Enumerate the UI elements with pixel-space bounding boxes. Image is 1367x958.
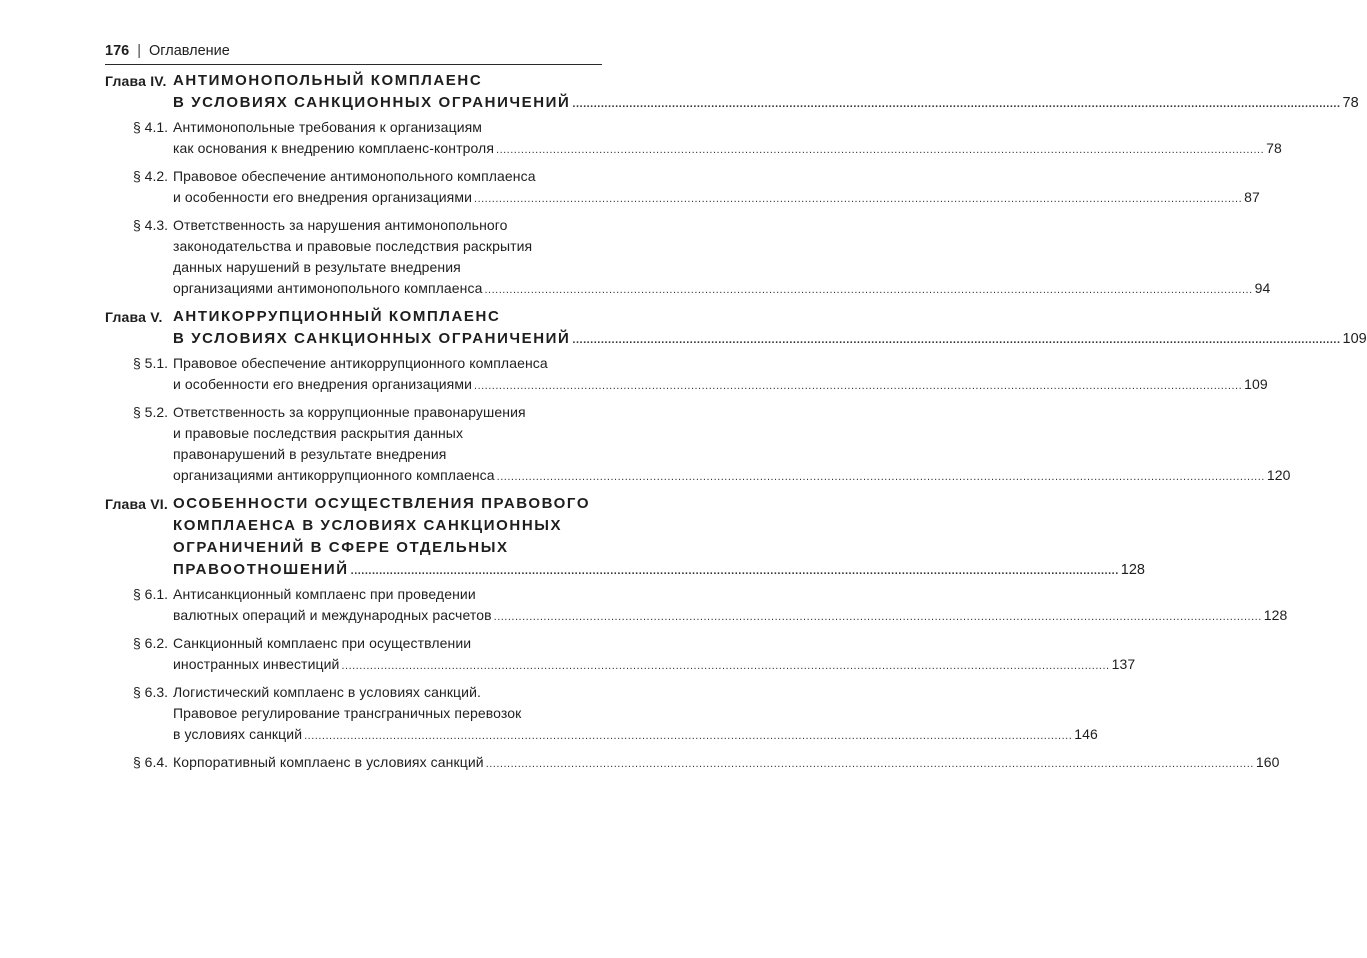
section-title [173, 633, 1135, 677]
section-title-line: Санкционный комплаенс при осуществлении [173, 635, 472, 651]
running-header [105, 43, 601, 59]
page-ref[interactable]: 109 [1342, 331, 1367, 347]
section-title-line: организациями антимонопольного комплаенса [173, 280, 483, 296]
chapter-number: Глава IV. [105, 73, 167, 89]
chapter-row[interactable] [105, 306, 1367, 351]
section-number: § 6.4. [133, 754, 169, 770]
section-list [133, 117, 1282, 301]
page-ref[interactable]: 137 [1111, 656, 1136, 672]
section-number: § 4.3. [133, 217, 169, 233]
section-title [173, 402, 1290, 488]
section-body [173, 402, 1290, 488]
chapter-title [173, 493, 1145, 582]
section-title-line: и особенности его внедрения организациями [173, 189, 473, 205]
chapter-title-line: АНТИКОРРУПЦИОННЫЙ КОМПЛАЕНС [173, 308, 501, 325]
dot-leader [572, 93, 1340, 115]
section-body [173, 682, 1098, 747]
dot-leader [351, 560, 1119, 582]
dot-leader [485, 280, 1253, 301]
section-title-line: организациями антикоррупционного комплаенса [173, 467, 495, 483]
dot-leader [474, 189, 1242, 210]
page-ref[interactable]: 146 [1074, 726, 1098, 742]
section-number: § 4.2. [133, 168, 169, 184]
table-of-contents [105, 70, 1367, 780]
chapter-title-line: В УСЛОВИЯХ САНКЦИОННЫХ ОГРАНИЧЕНИЙ [173, 330, 571, 347]
section-entry[interactable] [133, 166, 1260, 210]
section-title-line: Ответственность за нарушения антимонопольного [173, 217, 508, 233]
section-entry[interactable] [133, 402, 1291, 488]
section-body [173, 353, 1268, 397]
page-ref[interactable]: 78 [1266, 140, 1282, 156]
section-body [173, 584, 1287, 628]
section-entry[interactable] [133, 117, 1282, 161]
section-number: § 6.3. [133, 684, 169, 700]
chapter-title-line: ПРАВООТНОШЕНИЙ [173, 561, 349, 578]
section-title [173, 584, 1287, 628]
section-entry[interactable] [133, 353, 1268, 397]
section-title [173, 752, 1280, 775]
section-body [173, 215, 1270, 301]
section-title-last-line [173, 374, 1268, 397]
dot-leader [496, 140, 1264, 161]
chapter-title [173, 306, 1367, 351]
section-body [173, 633, 1135, 677]
section-title-line: правонарушений в результате внедрения [173, 446, 447, 462]
chapter-entry [105, 306, 1367, 488]
section-title-line: Логистический комплаенс в условиях санкций. [173, 684, 482, 700]
section-title-last-line [173, 605, 1287, 628]
section-title-line: Правовое регулирование трансграничных перевозок [173, 705, 522, 721]
chapter-title-last-line [173, 559, 1145, 582]
section-title-line: Антимонопольные требования к организациям [173, 119, 483, 135]
chapter-title-last-line [173, 328, 1367, 351]
chapter-title-line: ОГРАНИЧЕНИЙ В СФЕРЕ ОТДЕЛЬНЫХ [173, 539, 509, 556]
section-entry[interactable] [133, 752, 1280, 775]
section-number: § 6.2. [133, 635, 169, 651]
section-title [173, 353, 1268, 397]
page-number: 176 [105, 43, 130, 59]
chapter-title-line: АНТИМОНОПОЛЬНЫЙ КОМПЛАЕНС [173, 72, 483, 89]
chapter-title-line: КОМПЛАЕНСА В УСЛОВИЯХ САНКЦИОННЫХ [173, 517, 563, 534]
section-title-line: и особенности его внедрения организациями [173, 376, 473, 392]
section-title-line: Ответственность за коррупционные правонарушения [173, 404, 526, 420]
section-entry[interactable] [133, 584, 1288, 628]
section-title [173, 117, 1282, 161]
chapter-body [173, 70, 1359, 115]
chapter-body [173, 493, 1145, 582]
running-title: Оглавление [148, 43, 230, 59]
section-title-line: и правовые последствия раскрытия данных [173, 425, 464, 441]
header-separator: | [137, 43, 141, 59]
section-body [173, 752, 1280, 775]
section-title-last-line [173, 654, 1135, 677]
section-entry[interactable] [133, 682, 1098, 747]
chapter-entry [105, 70, 1359, 301]
section-title [173, 215, 1270, 301]
header-rule [105, 64, 602, 65]
section-entry[interactable] [133, 215, 1271, 301]
page-ref[interactable]: 109 [1244, 376, 1268, 392]
chapter-title-line: В УСЛОВИЯХ САНКЦИОННЫХ ОГРАНИЧЕНИЙ [173, 94, 571, 111]
dot-leader [497, 467, 1265, 488]
section-title [173, 166, 1260, 210]
section-number: § 5.1. [133, 355, 169, 371]
section-title-line: Правовое обеспечение антикоррупционного комплаенса [173, 355, 548, 371]
chapter-entry [105, 493, 1288, 775]
dot-leader [572, 329, 1340, 351]
section-list [133, 353, 1291, 488]
section-title-line: валютных операций и международных расчетов [173, 607, 492, 623]
page-ref[interactable]: 87 [1244, 189, 1260, 205]
section-title-line: Антисанкционный комплаенс при проведении [173, 586, 476, 602]
page-ref[interactable]: 78 [1342, 95, 1359, 111]
page-ref[interactable]: 128 [1120, 562, 1145, 578]
page-ref[interactable]: 120 [1266, 467, 1291, 483]
section-title-last-line [173, 752, 1280, 775]
section-title [173, 682, 1098, 747]
section-title-last-line [173, 138, 1282, 161]
section-title-line: Правовое обеспечение антимонопольного комплаенса [173, 168, 536, 184]
section-title-line: в условиях санкций [173, 726, 303, 742]
section-title-line: законодательства и правовые последствия раскрытия [173, 238, 533, 254]
section-title-line: как основания к внедрению комплаенс-контроля [173, 140, 495, 156]
section-body [173, 117, 1282, 161]
section-number: § 4.1. [133, 119, 169, 135]
section-title-line: Корпоративный комплаенс в условиях санкций [173, 754, 484, 770]
chapter-title-line: ОСОБЕННОСТИ ОСУЩЕСТВЛЕНИЯ ПРАВОВОГО [173, 495, 591, 512]
chapter-title-last-line [173, 92, 1359, 115]
dot-leader [494, 607, 1262, 628]
chapter-title [173, 70, 1359, 115]
chapter-row[interactable] [105, 493, 1145, 582]
section-title-last-line [173, 278, 1270, 301]
section-body [173, 166, 1260, 210]
section-list [133, 584, 1288, 775]
section-entry[interactable] [133, 633, 1136, 677]
section-title-line: иностранных инвестиций [173, 656, 340, 672]
chapter-row[interactable] [105, 70, 1359, 115]
section-title-last-line [173, 724, 1098, 747]
dot-leader [341, 656, 1109, 677]
section-number: § 5.2. [133, 404, 169, 420]
dot-leader [474, 376, 1242, 397]
dot-leader [486, 754, 1254, 775]
dot-leader [304, 726, 1072, 747]
page-ref[interactable]: 160 [1255, 754, 1280, 770]
chapter-body [173, 306, 1367, 351]
page-ref[interactable]: 94 [1254, 280, 1271, 296]
section-title-last-line [173, 187, 1260, 210]
chapter-number: Глава V. [105, 309, 163, 325]
section-title-last-line [173, 465, 1290, 488]
section-title-line: данных нарушений в результате внедрения [173, 259, 461, 275]
page-ref[interactable]: 128 [1263, 607, 1288, 623]
section-number: § 6.1. [133, 586, 169, 602]
chapter-number: Глава VI. [105, 496, 168, 512]
